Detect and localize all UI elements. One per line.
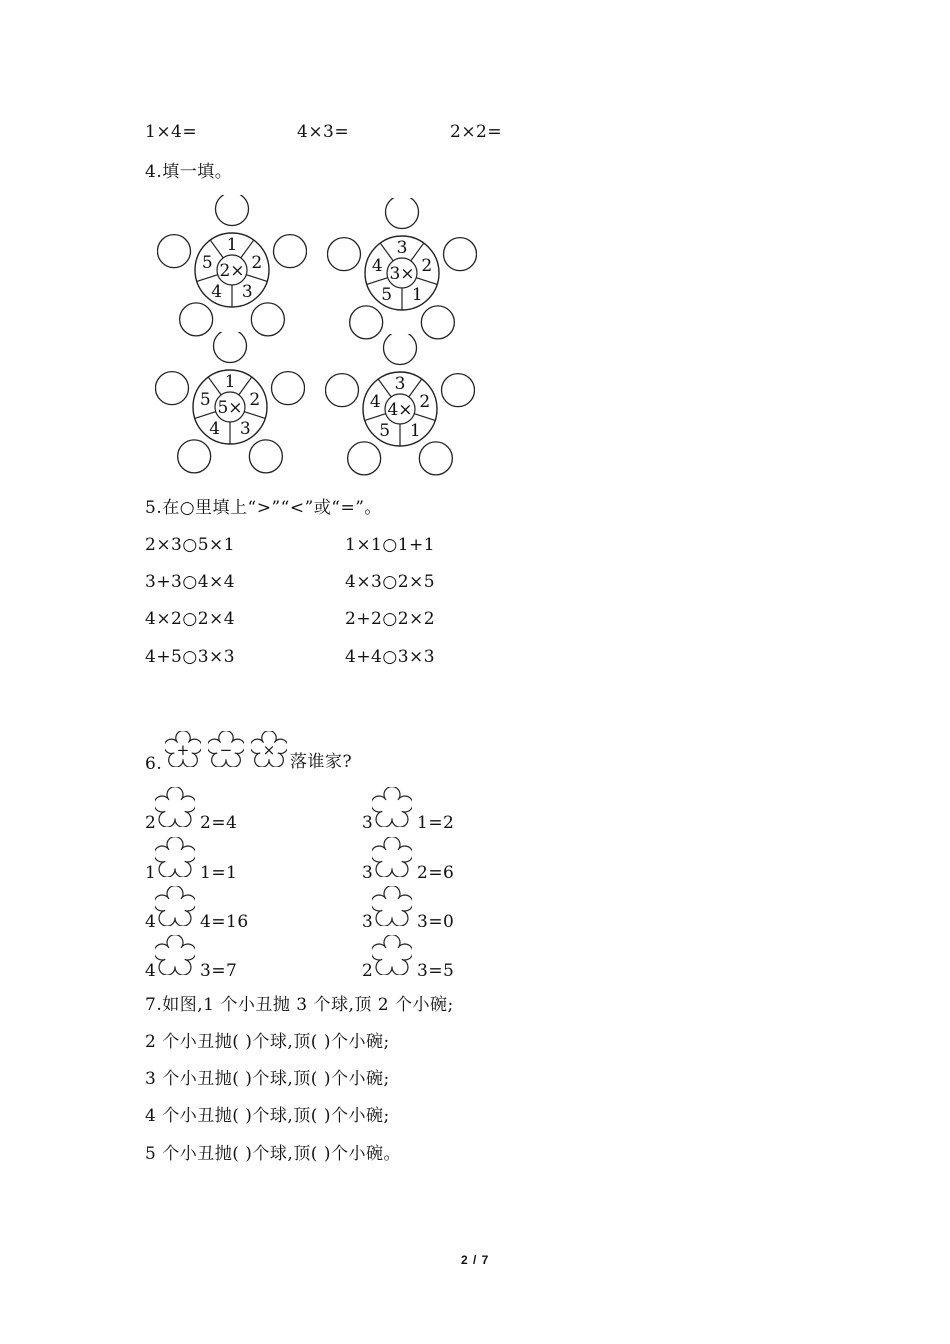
answer-circle[interactable] — [444, 238, 477, 271]
blank-flower-icon[interactable] — [372, 837, 412, 877]
q6-right-expression: 1=2 — [417, 813, 455, 833]
wheel-segment-number: 2 — [419, 391, 431, 412]
wheel-segment-number: 4 — [209, 419, 221, 440]
q6-right-expression: 2=4 — [200, 813, 238, 833]
wheel-center-operator: 2× — [219, 261, 245, 281]
wheel-segment-number: 2 — [421, 255, 433, 276]
answer-circle[interactable] — [325, 374, 358, 407]
q7-line: 3 个小丑抛( )个球,顶( )个小碗; — [145, 1069, 390, 1089]
blank-flower-icon[interactable] — [372, 787, 412, 827]
q5-item: 2×3○5×1 — [145, 535, 236, 555]
wheel-segment-number: 3 — [239, 419, 251, 440]
operator-symbol: × — [262, 740, 276, 759]
q5-item: 4+5○3×3 — [145, 647, 236, 667]
blank-flower-icon[interactable] — [372, 886, 412, 926]
wheel-segment-number: 2 — [249, 389, 261, 410]
q6-right-expression: 4=16 — [200, 912, 249, 932]
q5-item: 1×1○1+1 — [345, 535, 436, 555]
blank-flower-icon[interactable] — [372, 935, 412, 975]
q5-item: 2+2○2×2 — [345, 609, 436, 629]
answer-circle[interactable] — [419, 442, 452, 475]
wheel-segment-number: 2 — [251, 252, 263, 273]
wheel-segment-number: 4 — [371, 255, 383, 276]
operator-flower-icon — [165, 731, 201, 767]
q4-title: 4.填一填。 — [145, 162, 233, 182]
q6-suffix: 落谁家? — [290, 752, 353, 772]
multiplication-wheel — [155, 332, 305, 482]
wheel-segment-number: 1 — [224, 372, 236, 392]
multiplication-wheel — [327, 198, 477, 348]
q6-number: 6. — [145, 754, 163, 774]
blank-flower-icon[interactable] — [155, 837, 195, 877]
q5-title: 5.在○里填上“>”“<”或“=”。 — [145, 498, 382, 518]
wheel-segment-number: 1 — [411, 285, 423, 306]
wheel-segment-number: 1 — [409, 421, 421, 442]
wheel-segment-number: 4 — [369, 391, 381, 412]
operator-flower-icon — [208, 731, 244, 767]
answer-circle[interactable] — [216, 195, 249, 226]
multiplication-wheel — [325, 334, 475, 484]
q6-left-operand: 3 — [362, 813, 374, 833]
answer-circle[interactable] — [157, 235, 190, 268]
q5-item: 4×2○2×4 — [145, 609, 236, 629]
wheel-center-operator: 3× — [389, 264, 415, 284]
wheel-segment-number: 3 — [394, 374, 406, 394]
q6-left-operand: 3 — [362, 863, 374, 883]
equation-1x4: 1×4= — [145, 122, 198, 142]
q6-left-operand: 2 — [362, 961, 374, 981]
wheel-center-operator: 4× — [387, 400, 413, 420]
answer-circle[interactable] — [327, 238, 360, 271]
q5-item: 4+4○3×3 — [345, 647, 436, 667]
answer-circle[interactable] — [178, 440, 211, 473]
page-number: 2 / 7 — [461, 1253, 490, 1267]
wheel-segment-number: 5 — [201, 252, 213, 273]
answer-circle[interactable] — [348, 442, 381, 475]
wheel-segment-number: 4 — [211, 282, 223, 303]
wheel-segment-number: 5 — [381, 285, 393, 306]
multiplication-wheel — [157, 195, 307, 345]
q6-left-operand: 2 — [145, 813, 157, 833]
q7-line: 2 个小丑抛( )个球,顶( )个小碗; — [145, 1032, 390, 1052]
operator-symbol: − — [219, 740, 233, 759]
q7-title: 7.如图,1 个小丑抛 3 个球,顶 2 个小碗; — [145, 995, 454, 1015]
q6-right-expression: 3=7 — [200, 961, 238, 981]
q7-line: 4 个小丑抛( )个球,顶( )个小碗; — [145, 1106, 390, 1126]
q5-item: 3+3○4×4 — [145, 572, 236, 592]
answer-circle[interactable] — [249, 440, 282, 473]
q6-left-operand: 4 — [145, 961, 157, 981]
blank-flower-icon[interactable] — [155, 787, 195, 827]
q5-item: 4×3○2×5 — [345, 572, 436, 592]
answer-circle[interactable] — [272, 372, 305, 405]
q6-left-operand: 1 — [145, 863, 157, 883]
q6-left-operand: 3 — [362, 912, 374, 932]
answer-circle[interactable] — [274, 235, 307, 268]
wheel-segment-number: 3 — [396, 238, 408, 258]
q7-line: 5 个小丑抛( )个球,顶( )个小碗。 — [145, 1144, 401, 1164]
operator-symbol: + — [176, 740, 190, 759]
wheel-segment-number: 1 — [226, 235, 238, 255]
answer-circle[interactable] — [155, 372, 188, 405]
answer-circle[interactable] — [386, 198, 419, 229]
wheel-center-operator: 5× — [217, 398, 243, 418]
wheel-segment-number: 5 — [199, 389, 211, 410]
q6-right-expression: 2=6 — [417, 863, 455, 883]
q6-right-expression: 3=0 — [417, 912, 455, 932]
answer-circle[interactable] — [214, 332, 247, 363]
blank-flower-icon[interactable] — [155, 935, 195, 975]
answer-circle[interactable] — [384, 334, 417, 365]
answer-circle[interactable] — [180, 303, 213, 336]
answer-circle[interactable] — [442, 374, 475, 407]
q6-right-expression: 1=1 — [200, 863, 238, 883]
answer-circle[interactable] — [251, 303, 284, 336]
q6-right-expression: 3=5 — [417, 961, 455, 981]
q6-left-operand: 4 — [145, 912, 157, 932]
equation-2x2: 2×2= — [450, 122, 503, 142]
equation-4x3: 4×3= — [297, 122, 350, 142]
wheel-segment-number: 3 — [241, 282, 253, 303]
operator-flower-icon — [251, 731, 287, 767]
wheel-segment-number: 5 — [379, 421, 391, 442]
blank-flower-icon[interactable] — [155, 886, 195, 926]
